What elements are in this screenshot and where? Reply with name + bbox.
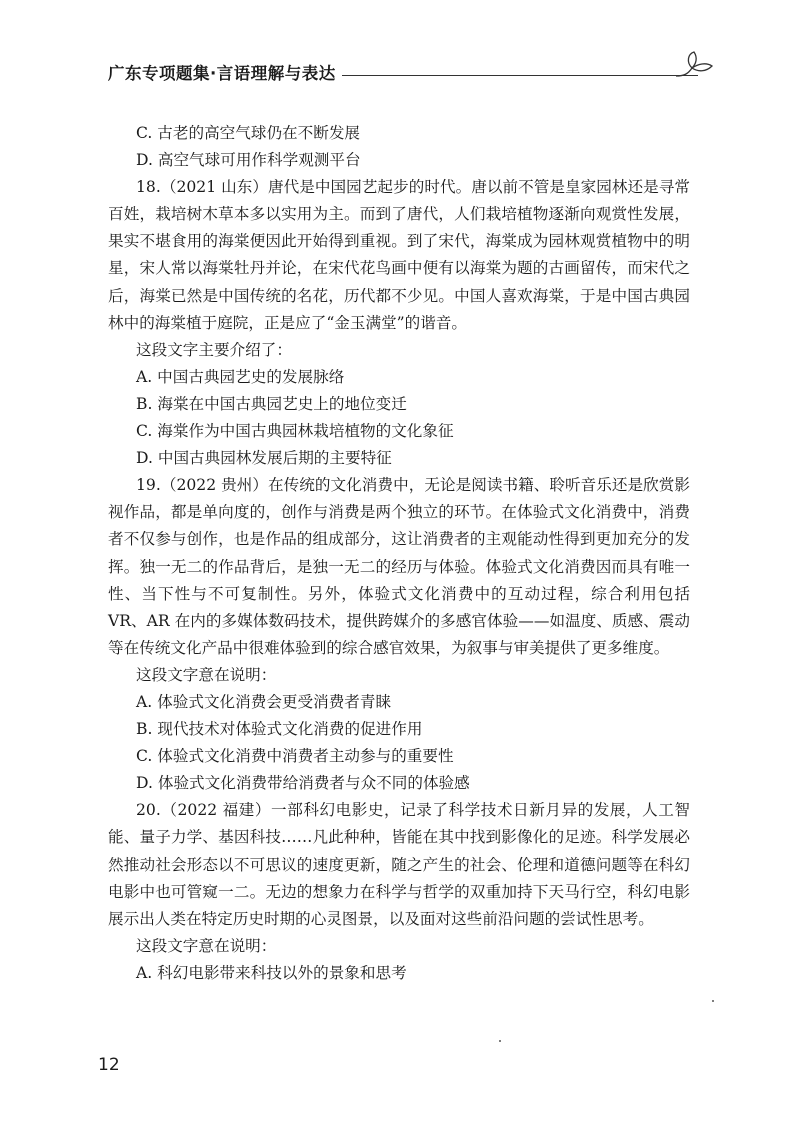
page-content xyxy=(108,120,690,987)
question-19-option-a: A. 体验式文化消费会更受消费者青睐 xyxy=(136,692,392,711)
question-19-option-c: C. 体验式文化消费中消费者主动参与的重要性 xyxy=(136,747,454,766)
question-19-option-d: D. 体验式文化消费带给消费者与众不同的体验感 xyxy=(136,774,470,793)
question-19-option-b: B. 现代技术对体验式文化消费的促进作用 xyxy=(136,720,423,739)
question-18-option-c: C. 海棠作为中国古典园林栽培植物的文化象征 xyxy=(136,422,454,441)
question-18-prompt: 这段文字主要介绍了： xyxy=(136,340,292,359)
question-20-prompt: 这段文字意在说明： xyxy=(136,936,277,955)
question-19-prompt: 这段文字意在说明： xyxy=(136,665,277,684)
question-18-option-d: D. 中国古典园林发展后期的主要特征 xyxy=(136,449,392,468)
option-d-prev: D. 高空气球可用作科学观测平台 xyxy=(136,151,361,170)
question-18-text: 18.（2021 山东）唐代是中国园艺起步的时代。唐以前不管是皇家园林还是寻常百姓，栽培树木草本多以实用为主。而到了唐代，人们栽培植物逐渐向观赏性发展，果实不堪食用的海棠便因此开始得到重视。到了宋代，海棠成为园林观赏植物中的明星，宋人常以海棠牡丹并论，在宋代花鸟画中便有以海棠为题的古画留传，而宋代之后，海棠已然是中国传统的名花，历代都不少见。中国人喜欢海棠，于是中国古典园林中的海棠植于庭院，正是应了“金玉满堂”的谐音。 xyxy=(108,178,690,332)
question-18-option-a: A. 中国古典园艺史的发展脉络 xyxy=(136,367,345,386)
scan-speck xyxy=(712,1000,714,1002)
question-20-text: 20.（2022 福建）一部科幻电影史，记录了科学技术日新月异的发展，人工智能、量子力学、基因科技……凡此种种，皆能在其中找到影像化的足迹。科学发展必然推动社会形态以不可思议的速度更新，随之产生的社会、伦理和道德问题等在科幻电影中也可管窥一二。无边的想象力在科学与哲学的双重加持下天马行空，科幻电影展示出人类在特定历史时期的心灵图景，以及面对这些前沿问题的尝试性思考。 xyxy=(108,801,690,928)
option-c-prev: C. 古老的高空气球仍在不断发展 xyxy=(136,124,361,142)
header-title: 广东专项题集·言语理解与表达 xyxy=(108,62,342,86)
question-19-text: 19.（2022 贵州）在传统的文化消费中，无论是阅读书籍、聆听音乐还是欣赏影视作品，都是单向度的，创作与消费是两个独立的环节。在体验式文化消费中，消费者不仅参与创作，也是作品的组成部分，这让消费者的主观能动性得到更加充分的发挥。独一无二的作品背后，是独一无二的经历与体验。体验式文化消费因而具有唯一性、当下性与不可复制性。另外，体验式文化消费中的互动过程，综合利用包括 VR、AR 在内的多媒体数码技术，提供跨媒介的多感官体验——如温度、质感、震动等在传统文化产品中很难体验到的综合感官效果，为叙事与审美提供了更多维度。 xyxy=(108,476,690,657)
sprout-icon xyxy=(672,44,718,82)
question-20-option-a: A. 科幻电影带来科技以外的景象和思考 xyxy=(136,963,407,982)
scan-speck xyxy=(499,1040,501,1042)
running-header xyxy=(108,62,728,88)
page-number: 12 xyxy=(98,1055,120,1075)
question-18-option-b: B. 海棠在中国古典园艺史上的地位变迁 xyxy=(136,394,407,413)
